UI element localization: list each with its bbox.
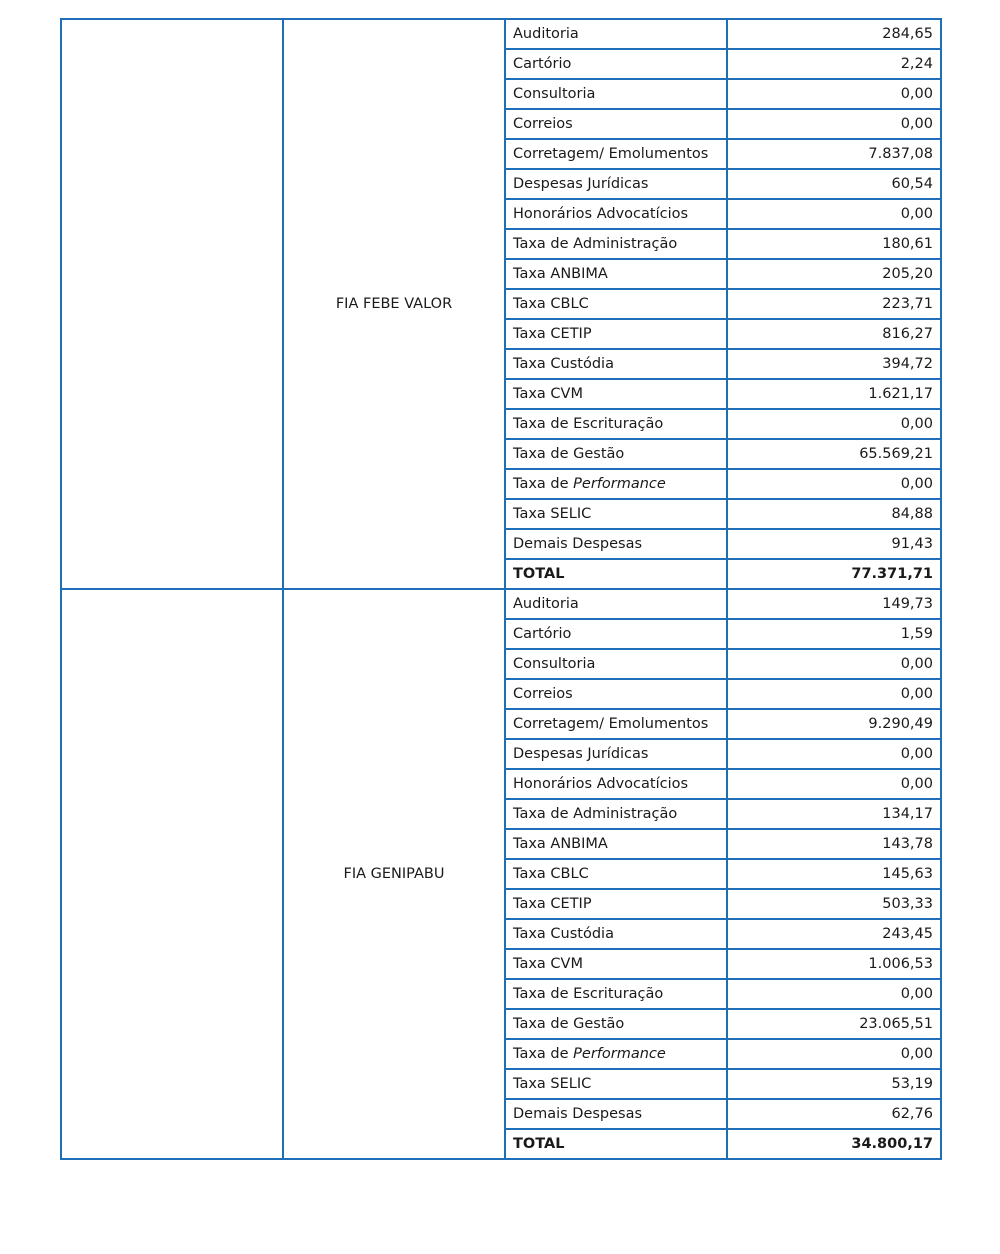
expense-value: 0,00 [727,79,941,109]
fund-name: FIA FEBE VALOR [283,19,505,589]
expense-value: 2,24 [727,49,941,79]
expense-value: 1.621,17 [727,379,941,409]
expense-label: Corretagem/ Emolumentos [505,709,727,739]
expense-label: Taxa ANBIMA [505,259,727,289]
expense-label: Taxa SELIC [505,1069,727,1099]
expense-value: 62,76 [727,1099,941,1129]
expense-label-prefix: Taxa de [513,476,574,492]
expense-label: Cartório [505,619,727,649]
expense-value: 0,00 [727,1039,941,1069]
expense-label: Taxa CBLC [505,289,727,319]
total-label: TOTAL [505,559,727,589]
expense-value: 1,59 [727,619,941,649]
total-value: 77.371,71 [727,559,941,589]
expense-label-italic: Performance [573,476,666,492]
expense-label: Honorários Advocatícios [505,199,727,229]
expense-value: 0,00 [727,649,941,679]
expense-label: Consultoria [505,649,727,679]
expense-value: 91,43 [727,529,941,559]
expense-value: 0,00 [727,469,941,499]
fund-block-genipabu [61,589,941,1159]
expense-label: Cartório [505,49,727,79]
expense-label: Taxa de Administração [505,229,727,259]
expense-value: 23.065,51 [727,1009,941,1039]
total-value: 34.800,17 [727,1129,941,1159]
expense-value: 134,17 [727,799,941,829]
expense-value: 0,00 [727,679,941,709]
expense-label: Taxa de Escrituração [505,979,727,1009]
expense-value: 53,19 [727,1069,941,1099]
expense-label: Taxa Custódia [505,919,727,949]
expenses-table [60,18,942,1160]
expense-value: 243,45 [727,919,941,949]
expense-value: 503,33 [727,889,941,919]
table-row [61,19,941,49]
expense-value: 149,73 [727,589,941,619]
expense-value: 180,61 [727,229,941,259]
expense-value: 0,00 [727,109,941,139]
expense-label: Auditoria [505,589,727,619]
expense-label: Taxa de Administração [505,799,727,829]
expense-label-prefix: Taxa de [513,1046,574,1062]
expense-value: 205,20 [727,259,941,289]
expense-label: Correios [505,679,727,709]
expense-label: Consultoria [505,79,727,109]
expense-label: Taxa CVM [505,379,727,409]
expense-label: Taxa de Escrituração [505,409,727,439]
expense-label: Taxa ANBIMA [505,829,727,859]
expense-value: 143,78 [727,829,941,859]
expense-label: Taxa CBLC [505,859,727,889]
expense-label: Honorários Advocatícios [505,769,727,799]
expense-label: Despesas Jurídicas [505,169,727,199]
empty-cell [61,589,283,1159]
empty-cell [61,19,283,589]
expense-label: Demais Despesas [505,1099,727,1129]
expense-label: Taxa SELIC [505,499,727,529]
expense-value: 84,88 [727,499,941,529]
expense-value: 0,00 [727,769,941,799]
expense-label: Corretagem/ Emolumentos [505,139,727,169]
expense-value: 223,71 [727,289,941,319]
expense-label: Taxa Custódia [505,349,727,379]
expense-label: Taxa CETIP [505,889,727,919]
expense-label-italic: Performance [573,1046,666,1062]
expense-value: 60,54 [727,169,941,199]
expense-value: 7.837,08 [727,139,941,169]
expense-value: 145,63 [727,859,941,889]
expense-value: 816,27 [727,319,941,349]
fund-name: FIA GENIPABU [283,589,505,1159]
expense-label: Auditoria [505,19,727,49]
expense-value: 9.290,49 [727,709,941,739]
expense-label: Taxa CVM [505,949,727,979]
expense-label: Taxa CETIP [505,319,727,349]
expense-label: Taxa de Gestão [505,1009,727,1039]
table-row [61,589,941,619]
expense-value: 1.006,53 [727,949,941,979]
expense-value: 0,00 [727,739,941,769]
expense-label [505,1039,727,1069]
expense-label [505,469,727,499]
expense-label: Correios [505,109,727,139]
expense-value: 65.569,21 [727,439,941,469]
total-label: TOTAL [505,1129,727,1159]
expense-value: 0,00 [727,199,941,229]
expense-value: 284,65 [727,19,941,49]
expense-value: 394,72 [727,349,941,379]
fund-block-febe-valor [61,19,941,589]
expense-label: Taxa de Gestão [505,439,727,469]
expense-value: 0,00 [727,409,941,439]
expense-label: Despesas Jurídicas [505,739,727,769]
expense-label: Demais Despesas [505,529,727,559]
expense-value: 0,00 [727,979,941,1009]
